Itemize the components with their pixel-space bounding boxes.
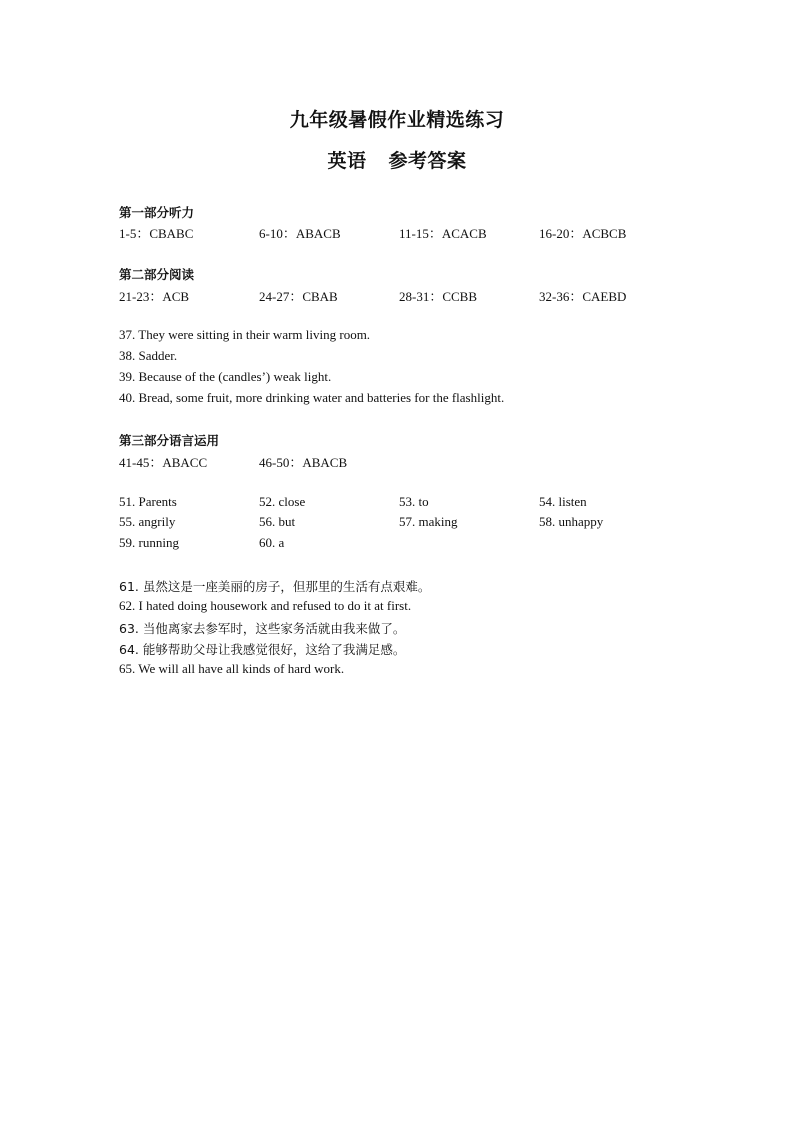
translation-answer: 64. 能够帮助父母让我感觉很好，这给了我满足感。 bbox=[119, 642, 406, 657]
fill-blank-answer: 51. Parents bbox=[119, 494, 177, 509]
page-subtitle bbox=[0, 146, 794, 173]
short-answer: 37. They were sitting in their warm living room. bbox=[119, 327, 371, 342]
translation-answer: 63. 当他离家去参军时，这些家务活就由我来做了。 bbox=[119, 621, 406, 636]
answer-key-label: 参考答案 bbox=[388, 150, 467, 172]
answer-group: 6-10：ABACB bbox=[259, 226, 341, 241]
answer-group: 1-5：CBABC bbox=[119, 226, 194, 241]
short-answer: 40. Bread, some fruit, more drinking water and batteries for the flashlight. bbox=[119, 390, 505, 405]
section-heading-listening: 第一部分听力 bbox=[119, 205, 195, 220]
translation-answer: 65. We will all have all kinds of hard work. bbox=[119, 661, 345, 676]
fill-blank-answer: 54. listen bbox=[539, 494, 587, 509]
fill-blank-answer: 59. running bbox=[119, 535, 179, 550]
fill-blank-answer: 58. unhappy bbox=[539, 514, 604, 529]
fill-blank-answer: 56. but bbox=[259, 514, 296, 529]
fill-blank-answer: 60. a bbox=[259, 535, 285, 550]
answer-group: 41-45：ABACC bbox=[119, 455, 208, 470]
short-answer: 39. Because of the (candles’) weak light. bbox=[119, 369, 332, 384]
answer-group: 21-23：ACB bbox=[119, 289, 190, 304]
page-title: 九年级暑假作业精选练习 bbox=[289, 109, 505, 131]
short-answer: 38. Sadder. bbox=[119, 348, 178, 363]
answer-group: 32-36：CAEBD bbox=[539, 289, 627, 304]
answer-group: 16-20：ACBCB bbox=[539, 226, 627, 241]
fill-blank-answer: 53. to bbox=[399, 494, 429, 509]
translation-answer: 62. I hated doing housework and refused to do it at first. bbox=[119, 598, 412, 613]
section-heading-reading: 第二部分阅读 bbox=[119, 267, 195, 282]
answer-group: 11-15：ACACB bbox=[399, 226, 487, 241]
translation-answer: 61. 虽然这是一座美丽的房子，但那里的生活有点艰难。 bbox=[119, 579, 431, 594]
answer-group: 28-31：CCBB bbox=[399, 289, 478, 304]
fill-blank-answer: 55. angrily bbox=[119, 514, 176, 529]
fill-blank-answer: 52. close bbox=[259, 494, 306, 509]
subject-label: 英语 bbox=[327, 150, 367, 172]
fill-blank-answer: 57. making bbox=[399, 514, 458, 529]
answer-group: 24-27：CBAB bbox=[259, 289, 338, 304]
answer-group: 46-50：ABACB bbox=[259, 455, 348, 470]
section-heading-language: 第三部分语言运用 bbox=[119, 433, 220, 448]
